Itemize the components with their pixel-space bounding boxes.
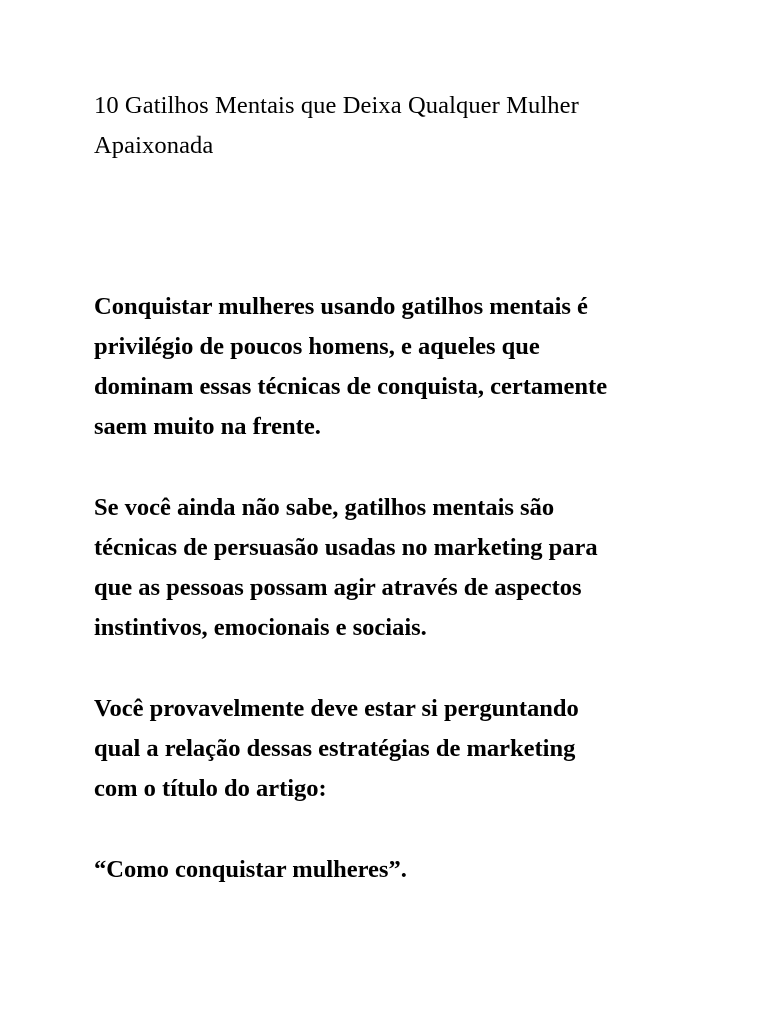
paragraph-definition: [94, 488, 694, 648]
paragraph-line: com o título do artigo:: [94, 775, 327, 802]
paragraph-intro: [94, 287, 694, 447]
paragraph-question: [94, 689, 694, 809]
document-title: [94, 86, 694, 166]
title-line: Apaixonada: [94, 132, 214, 159]
paragraph-line: “Como conquistar mulheres”.: [94, 856, 407, 883]
paragraph-line: Se você ainda não sabe, gatilhos mentais são: [94, 494, 555, 521]
paragraph-line: qual a relação dessas estratégias de marketing: [94, 735, 576, 762]
paragraph-line: que as pessoas possam agir através de aspectos: [94, 574, 582, 601]
paragraph-line: Você provavelmente deve estar si perguntando: [94, 695, 579, 722]
paragraph-line: instintivos, emocionais e sociais.: [94, 614, 427, 641]
paragraph-line: privilégio de poucos homens, e aqueles que: [94, 333, 540, 360]
paragraph-line: dominam essas técnicas de conquista, certamente: [94, 373, 608, 400]
paragraph-line: Conquistar mulheres usando gatilhos mentais é: [94, 293, 588, 320]
paragraph-line: saem muito na frente.: [94, 413, 321, 440]
paragraph-line: técnicas de persuasão usadas no marketing para: [94, 534, 598, 561]
title-line: 10 Gatilhos Mentais que Deixa Qualquer Mulher: [94, 92, 579, 119]
paragraph-quote: [94, 850, 694, 890]
